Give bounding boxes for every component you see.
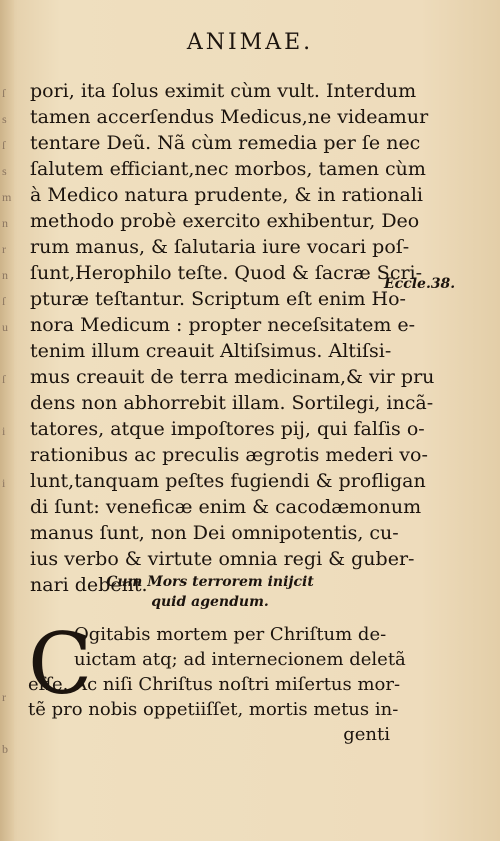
bleed-through-letter: r	[2, 242, 6, 256]
section-heading-line-2: quid agendum.	[151, 594, 269, 610]
bleed-through-letter: n	[2, 268, 8, 282]
text-line: ſalutem efficiant,nec morbos, tamen cùm	[30, 158, 426, 180]
bleed-through-letter: i	[2, 476, 6, 490]
text-line: rum manus, & ſalutaria iure vocari poſ-	[30, 236, 410, 258]
bleed-through-letter: i	[2, 424, 6, 438]
bleed-through-letter: m	[2, 190, 12, 204]
text-line: à Medico natura prudente, & in rationali	[30, 184, 423, 206]
margin-reference: Eccle.38.	[384, 276, 456, 292]
text-line: manus ſunt, non Dei omnipotentis, cu-	[30, 522, 399, 544]
bleed-through-letter: b	[2, 742, 8, 756]
bleed-through-letter: r	[2, 690, 6, 704]
text-line: di ſunt: veneficæ enim & cacodæmonum	[30, 496, 422, 518]
text-line: ſunt,Herophilo teſte. Quod & ſacræ Scri-	[30, 262, 423, 284]
text-line: mus creauit de terra medicinam,& vir pru	[30, 366, 435, 388]
section-heading-line-1: Cum Mors terrorem inijcit	[106, 574, 314, 590]
text-line: tamen accerſendus Medicus,ne videamur	[30, 106, 429, 128]
text-line: tenim illum creauit Altiſsimus. Altiſsi-	[30, 340, 392, 362]
bleed-through-letter: ſ	[2, 86, 6, 100]
text-line: ius verbo & virtute omnia regi & guber-	[30, 548, 415, 570]
text-line: methodo probè exercito exhibentur, Deo	[30, 210, 420, 232]
text-line: rationibus ac preculis ægrotis mederi vo-	[30, 444, 428, 466]
bleed-through-letter: s	[2, 164, 7, 178]
running-header: ANIMAE.	[186, 30, 314, 55]
text-line: Ogitabis mortem per Chriſtum de-	[74, 624, 387, 645]
bleed-through-letter: u	[2, 320, 8, 334]
bleed-through-letter: ſ	[2, 294, 6, 308]
chapter-paragraph	[28, 615, 406, 747]
bleed-through-letter: ſ	[2, 138, 6, 152]
bleed-through-letter: n	[2, 216, 8, 230]
catchword: genti	[343, 724, 390, 745]
text-line: tẽ pro nobis oppetiiſſet, mortis metus in-	[28, 699, 399, 720]
text-line: lunt,tanquam peſtes fugiendi & profligan	[30, 470, 426, 492]
drop-cap: C	[28, 615, 93, 713]
bleed-through-letter: ſ	[2, 372, 6, 386]
text-line: nora Medicum : propter neceſsitatem e-	[30, 314, 416, 336]
text-line: dens non abhorrebit illam. Sortilegi, incã-	[30, 392, 434, 414]
text-line: uictam atq; ad internecionem deletã	[74, 649, 406, 670]
text-line: eſſe. Ac niſi Chriſtus noſtri miſertus mor-	[28, 674, 401, 695]
text-line: pori, ita ſolus eximit cùm vult. Interdum	[30, 80, 417, 102]
text-line: tentare Deũ. Nã cùm remedia per ſe nec	[30, 132, 421, 154]
text-line: nari debent.	[30, 574, 148, 596]
text-line: tatores, atque impoſtores pij, qui falſis o-	[30, 418, 425, 440]
text-line: pturæ teſtantur. Scriptum eſt enim Ho-	[30, 288, 406, 310]
bleed-through-letter: s	[2, 112, 7, 126]
